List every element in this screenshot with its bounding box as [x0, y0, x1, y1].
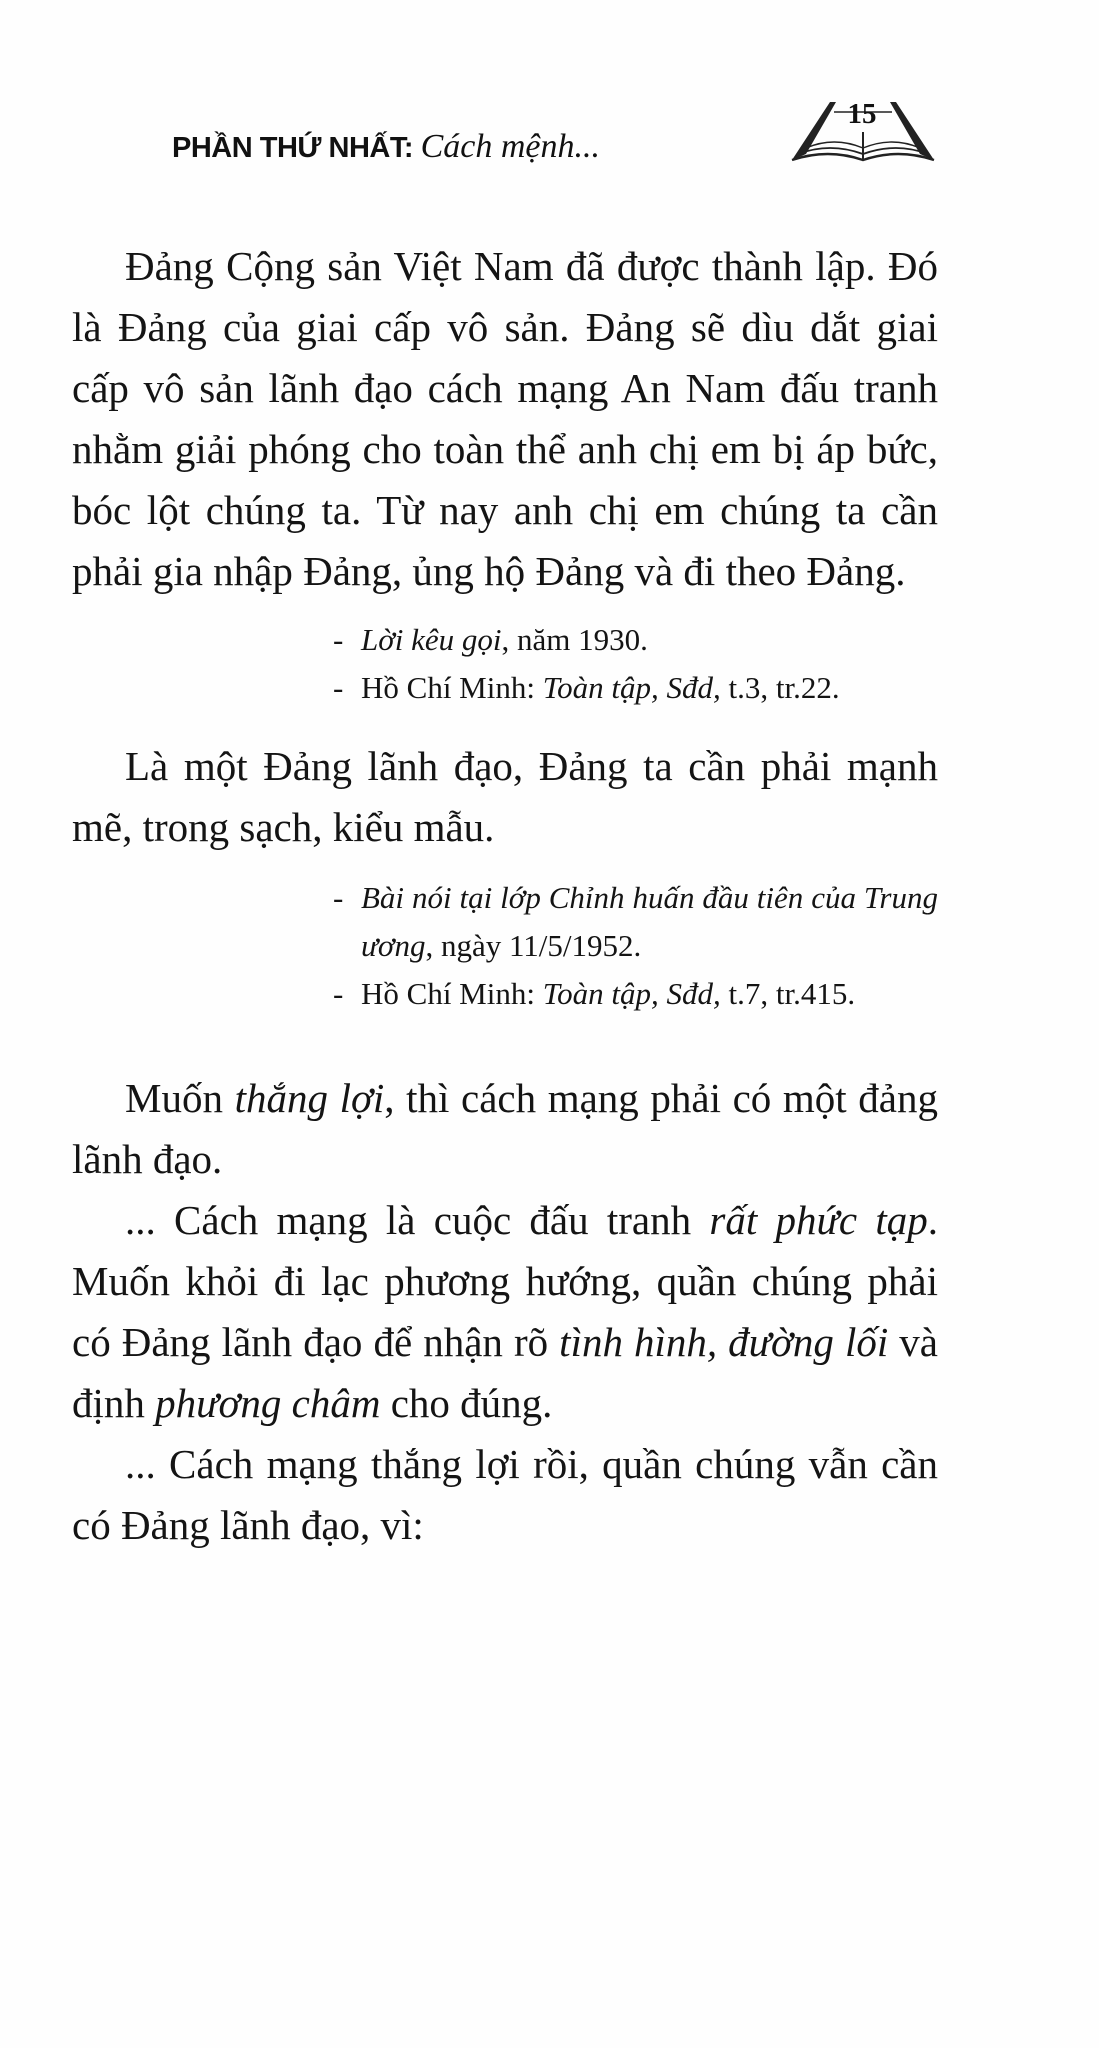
citation-dash: -: [333, 670, 344, 705]
citation-dash: -: [333, 622, 344, 657]
citation-dash: -: [333, 976, 344, 1011]
citation-work: Toàn tập, Sđd,: [542, 670, 721, 705]
citation-date: , năm 1930.: [501, 622, 648, 657]
paragraph: Là một Đảng lãnh đạo, Đảng ta cần phải mạnh mẽ, trong sạch, kiểu mẫu.: [72, 743, 938, 850]
text-run: cho đúng.: [380, 1380, 553, 1426]
paragraph: [72, 1068, 938, 1190]
citation-dash: -: [333, 880, 344, 915]
citation-line: [333, 664, 938, 712]
citation-line: [333, 616, 938, 664]
text-run: , thì cách mạng phải có một đảng lãnh đạo.: [72, 1075, 938, 1182]
emphasis: rất phức tạp: [709, 1197, 928, 1243]
citation-line: [333, 970, 938, 1018]
citation-author: Hồ Chí Minh:: [361, 670, 543, 705]
emphasis: thắng lợi: [234, 1075, 385, 1121]
page-body: [72, 236, 938, 1556]
running-title-prefix: PHẦN THỨ NHẤT:: [172, 132, 413, 164]
emphasis: tình hình, đường lối: [559, 1319, 889, 1365]
text-run: Muốn: [125, 1075, 235, 1121]
citation-pages: t.3, tr.22.: [720, 670, 840, 705]
citation-author: Hồ Chí Minh:: [361, 976, 543, 1011]
citation-block: [333, 874, 938, 1018]
running-title-script: Cách mệnh...: [420, 128, 600, 165]
text-run: và định: [72, 1319, 939, 1426]
running-header: [172, 128, 600, 166]
text-run: ... Cách mạng là cuộc đấu tranh: [125, 1197, 710, 1243]
citation-pages: t.7, tr.415.: [720, 976, 856, 1011]
page-number: 15: [847, 98, 877, 130]
citation-title: Bài nói tại lớp Chỉnh huấn đầu tiên của Trung ương: [361, 880, 938, 963]
paragraph: [72, 1190, 938, 1434]
citation-title: Lời kêu gọi: [361, 622, 502, 657]
citation-work: Toàn tập, Sđd,: [542, 976, 721, 1011]
citation-block: [333, 616, 938, 712]
text-run: . Muốn khỏi đi lạc phương hướng, quần chúng phải có Đảng lãnh đạo để nhận rõ: [72, 1197, 938, 1365]
page-number-badge: [788, 98, 938, 168]
paragraph: ... Cách mạng thắng lợi rồi, quần chúng vẫn cần có Đảng lãnh đạo, vì:: [72, 1441, 938, 1548]
paragraph: Đảng Cộng sản Việt Nam đã được thành lập. Đó là Đảng của giai cấp vô sản. Đảng sẽ dìu dắt giai cấp vô sản lãnh đạo cách mạng An Nam đấu tranh nhằm giải phóng cho toàn thể anh chị em bị áp bức, bóc lột chúng ta. Từ nay anh chị em chúng ta cần phải gia nhập Đảng, ủng hộ Đảng và đi theo Đảng.: [72, 243, 938, 594]
citation-line: [333, 874, 938, 970]
citation-date: , ngày 11/5/1952.: [425, 928, 642, 963]
emphasis: phương châm: [155, 1380, 381, 1426]
